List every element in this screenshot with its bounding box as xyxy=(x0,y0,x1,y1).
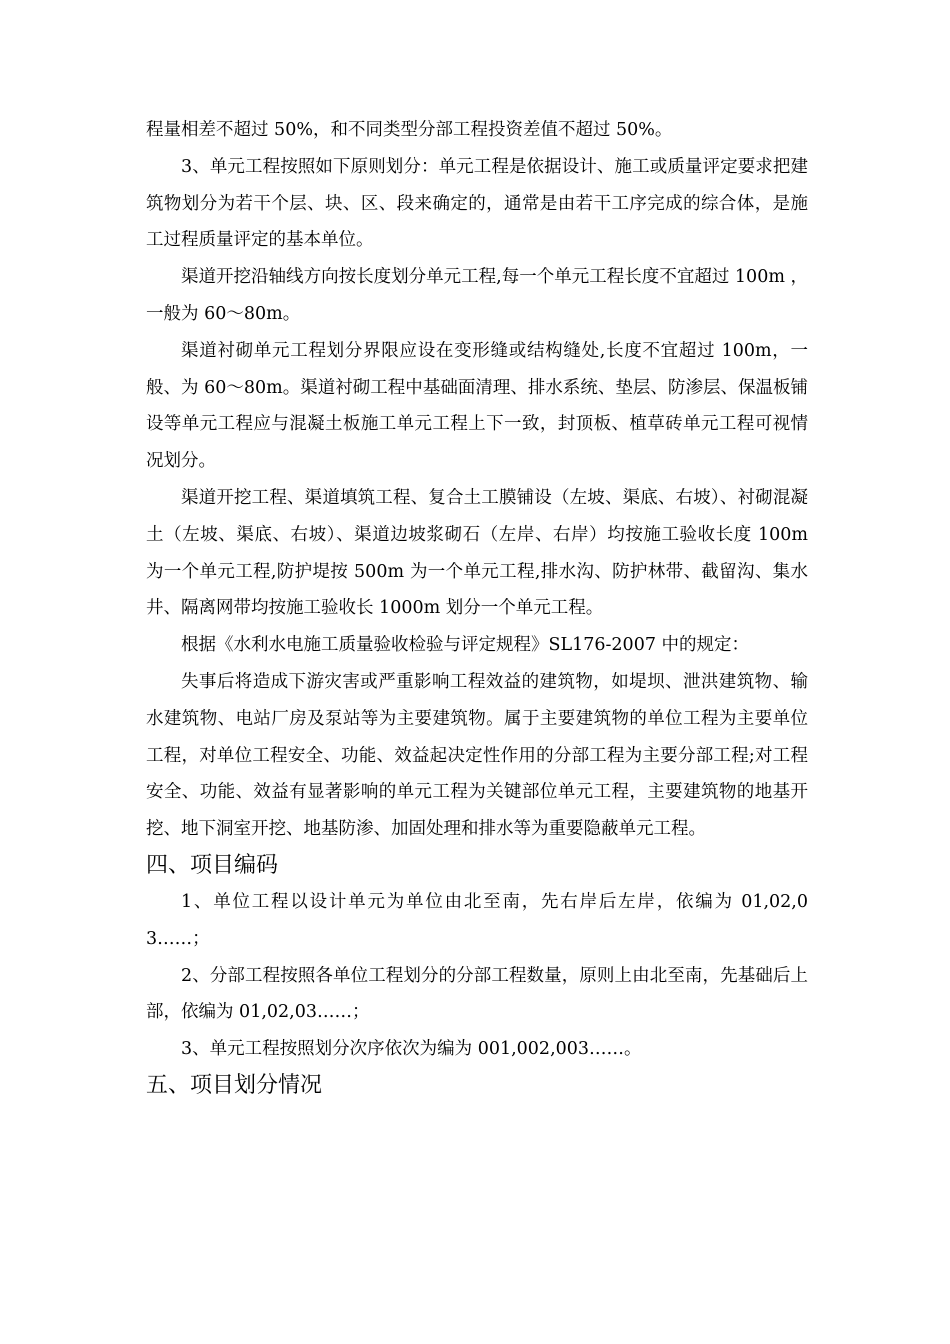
paragraph-element-project-coding: 3、单元工程按照划分次序依次为编为 001,002,003……。 xyxy=(181,1039,642,1060)
paragraph-division-project-coding: 2、分部工程按照各单位工程划分的分部工程数量，原则上由北至南，先基础后上部，依编为 01,02,03……； xyxy=(146,965,808,1023)
paragraph-canal-lining: 渠道衬砌单元工程划分界限应设在变形缝或结构缝处,长度不宜超过 100m，一般、为 60～80m。渠道衬砌工程中基础面清理、排水系统、垫层、防渗层、保温板铺设等单元工程应与混凝土板施工单元工程上下一致，封顶板、植草砖单元工程可视情况划分。 xyxy=(146,340,808,472)
paragraph-canal-excavation: 渠道开挖沿轴线方向按长度划分单元工程,每一个单元工程长度不宜超过 100m ，一般为 60～80m。 xyxy=(146,267,808,324)
section-heading-project-division: 五、项目划分情况 xyxy=(146,1072,323,1098)
paragraph-regulation-reference: 根据《水利水电施工质量验收检验与评定规程》SL176-2007 中的规定： xyxy=(181,635,750,656)
paragraph-main-buildings: 失事后将造成下游灾害或严重影响工程效益的建筑物，如堤坝、泄洪建筑物、输水建筑物、电站厂房及泵站等为主要建筑物。属于主要建筑物的单位工程为主要单位工程，对单位工程安全、功能、效益起决定性作用的分部工程为主要分部工程;对工程安全、功能、效益有显著影响的单元工程为关键部位单元工程，主要建筑物的地基开挖、地下洞室开挖、地基防渗、加固处理和排水等为重要隐蔽单元工程。 xyxy=(146,671,808,840)
section-heading-project-coding: 四、项目编码 xyxy=(146,852,279,878)
paragraph-unit-project-coding: 1、单位工程以设计单元为单位由北至南，先右岸后左岸，依编为 01,02,03……； xyxy=(146,891,808,949)
paragraph-continuation: 程量相差不超过 50%，和不同类型分部工程投资差值不超过 50%。 xyxy=(146,120,673,140)
paragraph-unit-lengths: 渠道开挖工程、渠道填筑工程、复合土工膜铺设（左坡、渠底、右坡）、衬砌混凝土（左坡、渠底、右坡）、渠道边坡浆砌石（左岸、右岸）均按施工验收长度 100m 为一个单元工程,防护堤按 500m 为一个单元工程,排水沟、防护林带、截留沟、集水井、隔离网带均按施工验收长 1000m 划分一个单元工程。 xyxy=(146,487,808,619)
paragraph-unit-division-principle: 3、单元工程按照如下原则划分：单元工程是依据设计、施工或质量评定要求把建筑物划分为若干个层、块、区、段来确定的，通常是由若干工序完成的综合体，是施工过程质量评定的基本单位。 xyxy=(146,156,808,251)
document-body xyxy=(146,112,808,1104)
